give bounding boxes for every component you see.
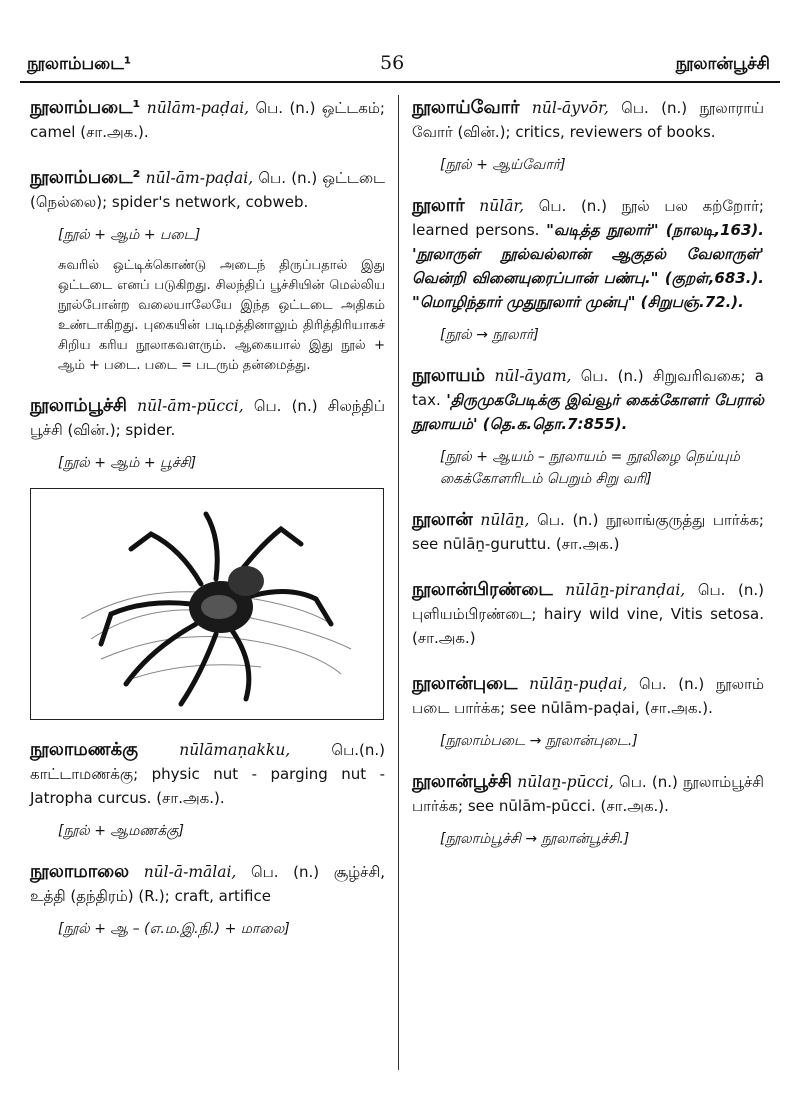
etymology: [நூல் + ஆம் + படை] — [58, 227, 201, 243]
definition: பெ. (n.) நூலாம்பூச்சி பார்க்க; see nūlām-pūcci. (சா.அக.). — [412, 773, 764, 815]
column-divider — [398, 95, 399, 1070]
running-head-left: நூலாம்படை¹ — [27, 54, 132, 74]
headword: நூலாய்வோர் — [412, 97, 520, 118]
page-header — [0, 0, 800, 80]
spider-illustration — [30, 488, 384, 720]
dictionary-entry — [412, 364, 764, 490]
dictionary-entry — [30, 394, 385, 474]
definition: பெ. (n.) நூலாராய் வோர் (வின்.); critics, reviewers of books. — [412, 99, 764, 141]
definition: பெ. (n.) நூலாங்குருத்து பார்க்க; see nūlāṉ-guruttu. (சா.அக.) — [412, 511, 764, 553]
headword: நூலான்பிரண்டை — [412, 579, 553, 600]
transliteration: nūlāmaṇakku, — [179, 741, 291, 759]
dictionary-entry — [412, 96, 764, 176]
etymology: [நூல் → நூலார்] — [440, 327, 539, 343]
headword: நூலாமணக்கு — [30, 739, 139, 760]
right-column — [412, 96, 764, 850]
definition: பெ. (n.) நூலாம் படை பார்க்க; see nūlām-paḍai, (சா.அக.). — [412, 675, 764, 717]
definition: பெ. (n.) புளியம்பிரண்டை; hairy wild vine, Vitis setosa. (சா.அக.) — [412, 581, 764, 647]
headword: நூலாம்படை² — [30, 167, 141, 188]
dictionary-entry — [30, 860, 385, 940]
headword: நூலாம்படை¹ — [30, 97, 141, 118]
dictionary-entry — [412, 770, 764, 850]
headword: நூலாயம் — [412, 365, 486, 386]
headword: நூலார் — [412, 195, 465, 216]
transliteration: nūlāṉ-piranḍai, — [565, 581, 686, 599]
definition: பெ. (n.) ஒட்டகம்; camel (சா.அக.). — [30, 99, 385, 141]
definition: பெ. (n.) சூழ்ச்சி, உத்தி (தந்திரம்) (R.); craft, artifice — [30, 863, 385, 905]
definition: பெ. (n.) சிலந்திப் பூச்சி (வின்.); spider. — [30, 397, 385, 439]
transliteration: nūlār, — [479, 197, 525, 215]
definition: பெ. (n.) ஒட்டடை (நெல்லை); spider's network, cobweb. — [30, 169, 385, 211]
left-column — [30, 96, 385, 940]
header-rule — [20, 81, 780, 83]
etymology: [நூலாம்படை → நூலான்புடை.] — [440, 733, 638, 749]
dictionary-entry — [412, 672, 764, 752]
etymology: [நூல் + ஆமணக்கு] — [58, 823, 184, 839]
etymology: [நூல் + ஆயம் – நூலாயம் = நூலிழை நெய்யும் கைக்கோளரிடம் பெறும் சிறு வரி] — [440, 449, 740, 487]
headword: நூலாம்பூச்சி — [30, 395, 128, 416]
citation: "வடித்த நூலார்" (நாலடி,163). 'நூலாருள் நூல்வல்லான் ஆகுதல் வேலாருள்' வென்றி வினையுரைப்பான் பண்பு." (குறள்,683.). "மொழிந்தார் முதுநூலார் முன்பு" (சிறுபஞ்.72.). — [412, 221, 764, 311]
transliteration: nūlaṉ-pūcci, — [517, 773, 614, 791]
headword: நூலான்புடை — [412, 673, 518, 694]
transliteration: nūl-ā-mālai, — [143, 863, 237, 881]
etymology: [நூல் + ஆ – (எ.ம.இ.நி.) + மாலை] — [58, 921, 290, 937]
dictionary-entry — [30, 166, 385, 376]
headword: நூலாமாலை — [30, 861, 130, 882]
definition: பெ. (n.) சிறுவரிவகை; a tax. — [412, 367, 764, 409]
definition: பெ. (n.) நூல் பல கற்றோர்; learned persons. — [412, 197, 764, 239]
dictionary-entry — [30, 738, 385, 842]
transliteration: nūl-āyam, — [494, 367, 572, 385]
transliteration: nūlāṉ, — [480, 511, 530, 529]
dictionary-entry — [30, 96, 385, 144]
transliteration: nūlāṉ-puḍai, — [529, 675, 628, 693]
etymology: [நூல் + ஆம் + பூச்சி] — [58, 455, 197, 471]
dictionary-entry — [412, 194, 764, 346]
transliteration: nūl-ām-paḍai, — [145, 169, 254, 187]
dictionary-entry — [412, 508, 764, 556]
transliteration: nūl-ām-pūcci, — [137, 397, 244, 415]
definition: பெ.(n.) காட்டாமணக்கு; physic nut - parging nut - Jatropha curcus. (சா.அக.). — [30, 741, 385, 807]
etymology: [நூல் + ஆய்வோர்] — [440, 157, 566, 173]
citation: 'திருமுகபேடிக்கு இவ்வூர் கைக்கோளர் பேரால் நூலாயம்' (தெ.க.தொ.7:855). — [412, 391, 764, 433]
headword: நூலான் — [412, 509, 473, 530]
running-head-right: நூலான்பூச்சி — [675, 54, 770, 74]
headword: நூலான்பூச்சி — [412, 771, 512, 792]
transliteration: nūlām-paḍai, — [146, 99, 250, 117]
spider-drawing — [31, 489, 383, 719]
page-number: 56 — [380, 52, 405, 74]
transliteration: nūl-āyvōr, — [531, 99, 609, 117]
dictionary-entry — [412, 578, 764, 650]
etymology: [நூலாம்பூச்சி → நூலான்பூச்சி.] — [440, 831, 630, 847]
explanatory-note: சுவரில் ஒட்டிக்கொண்டு அடைந் திருப்பதால் இது ஒட்டடை எனப் படுகிறது. சிலந்திப் பூச்சியின் மெல்லிய நூல்போன்ற வலையாலேயே இந்த ஒட்டடை அதிகம் உண்டாகிறது. புகையின் படிமத்தினாலும் திரித்திரியாகச் சிறிய கரிய நூலாகவளரும். ஆகையால் இது நூல் + ஆம் + படை. படை = படரும் தன்மைத்து. — [58, 258, 385, 373]
